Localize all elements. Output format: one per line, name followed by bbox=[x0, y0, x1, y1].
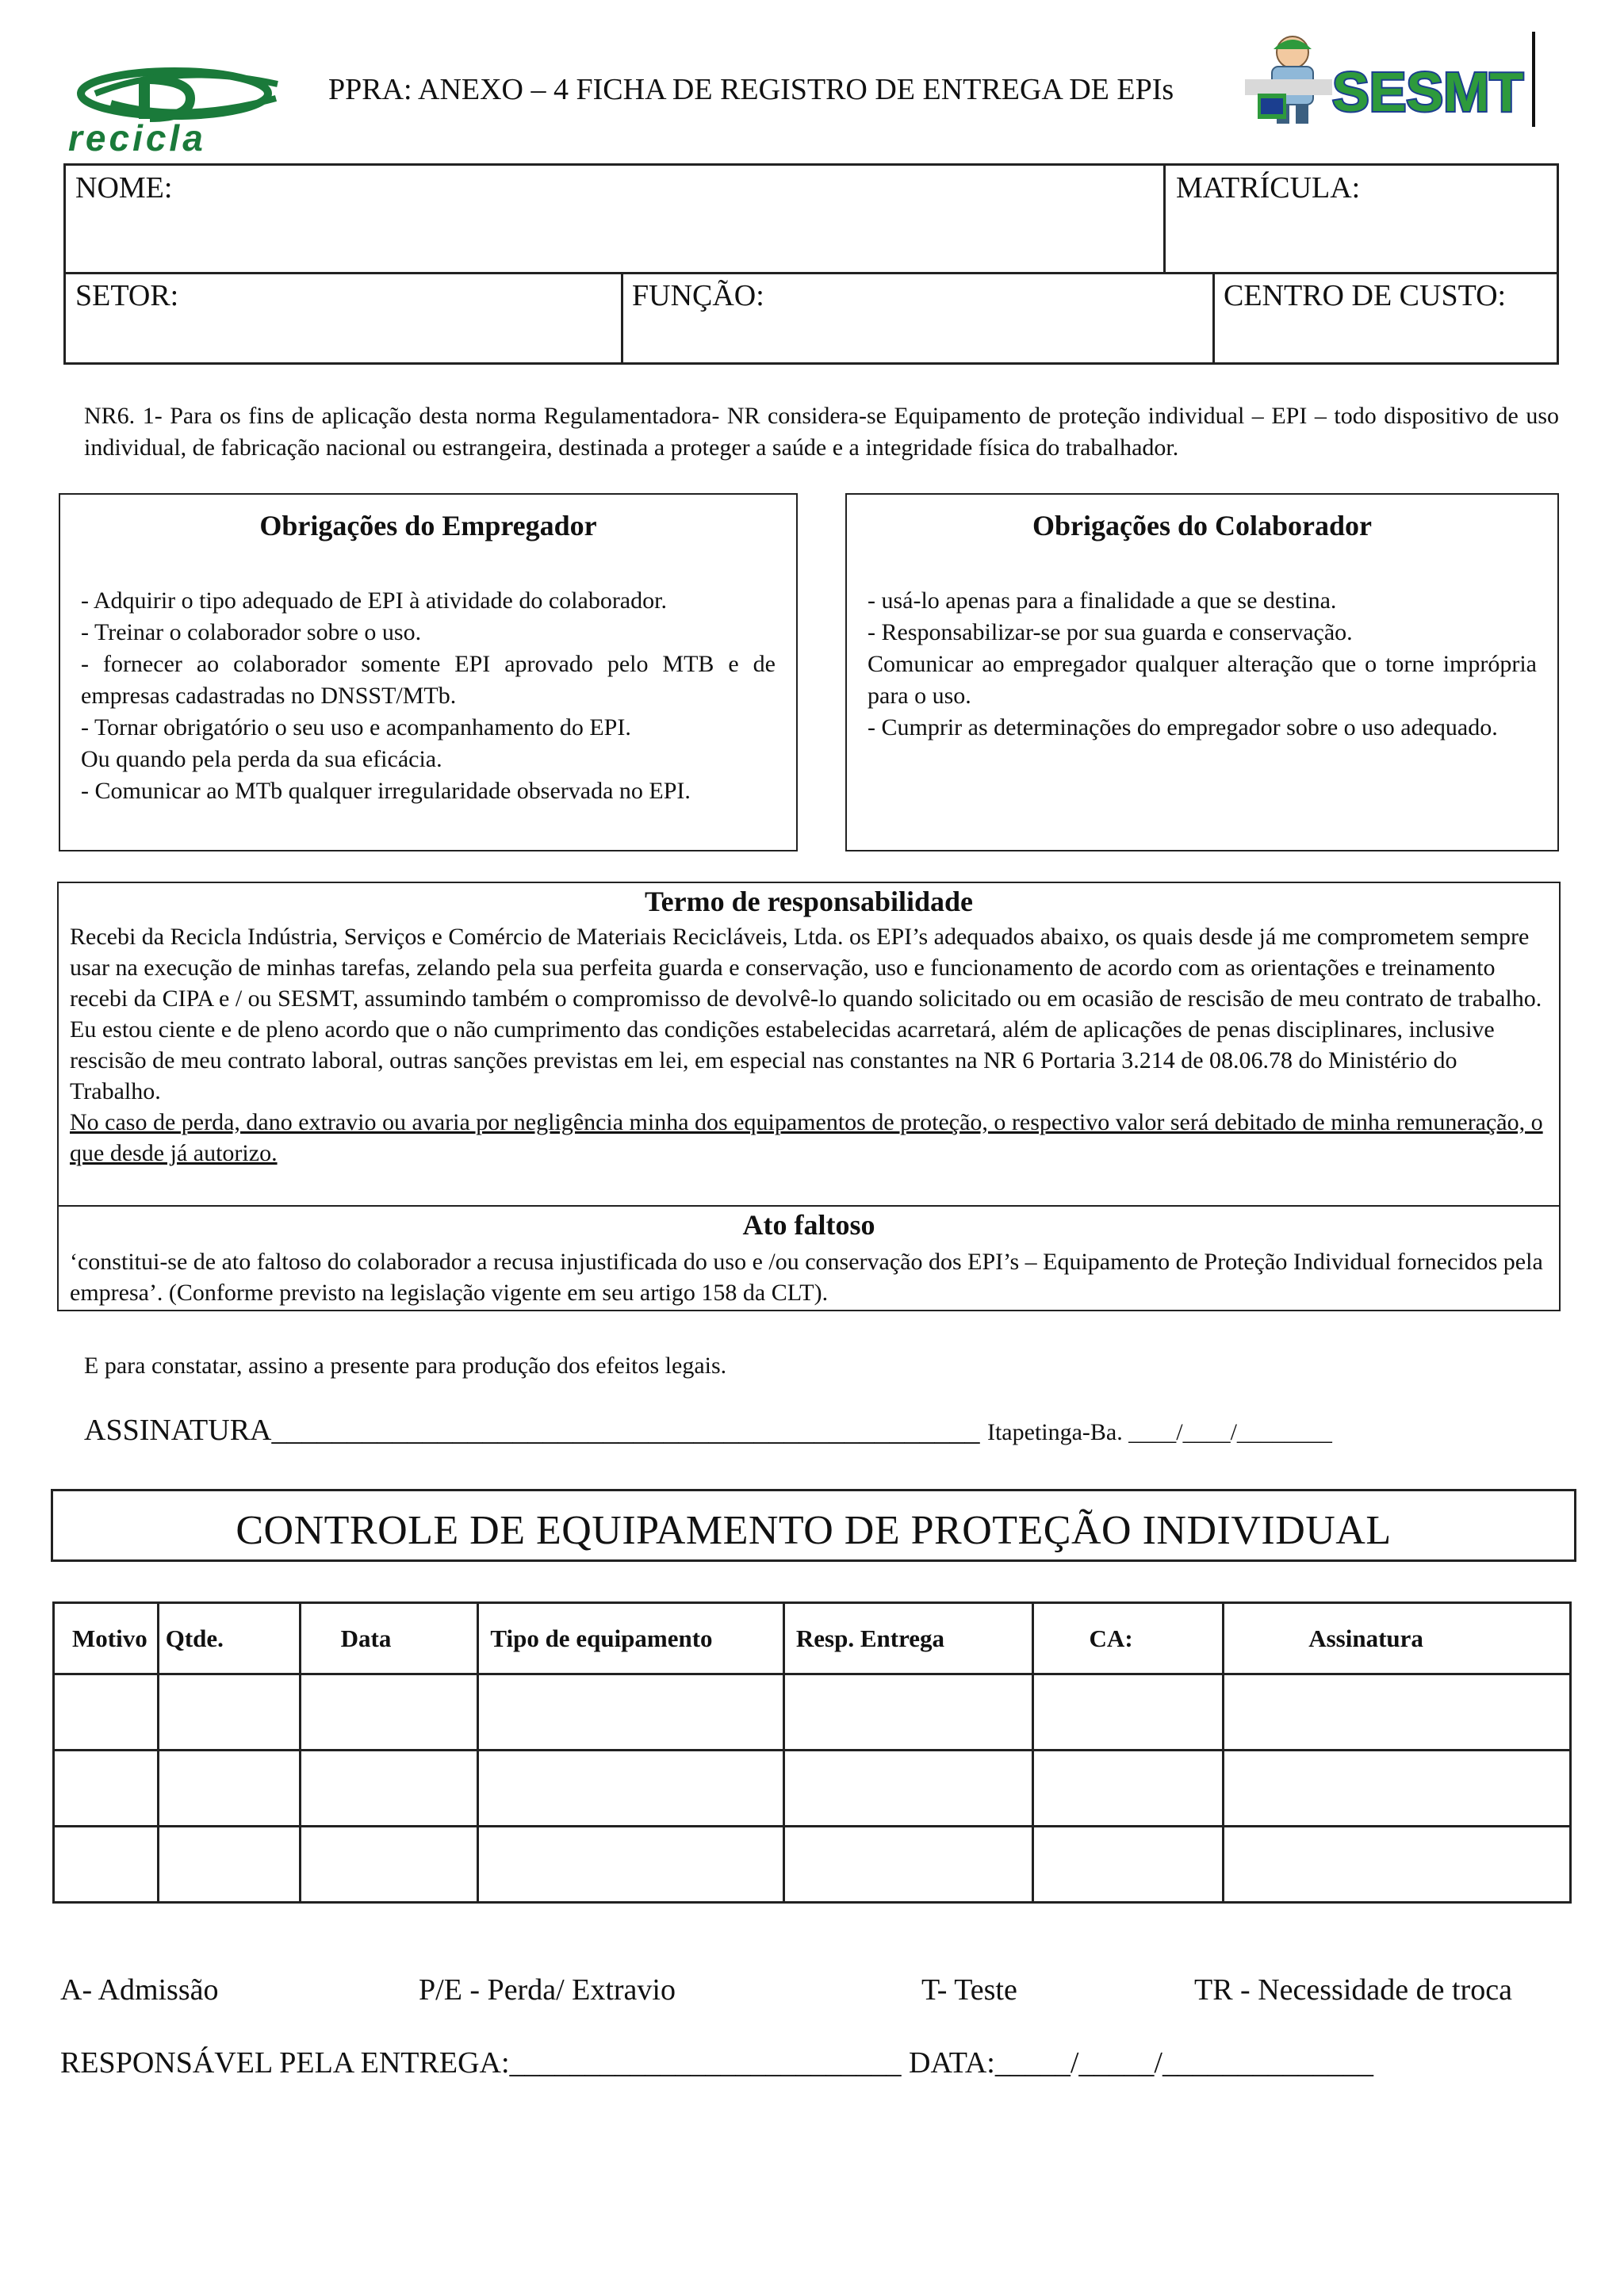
employee-obligations-title: Obrigações do Colaborador bbox=[1032, 510, 1372, 541]
table-row bbox=[54, 1674, 1571, 1751]
column-header-tipo: Tipo de equipamento bbox=[478, 1603, 784, 1674]
table-cell[interactable] bbox=[478, 1674, 784, 1751]
table-cell[interactable] bbox=[478, 1827, 784, 1903]
list-item: - usá-lo apenas para a finalidade a que se destina. bbox=[868, 587, 1337, 614]
table-cell[interactable] bbox=[783, 1751, 1032, 1827]
centro-custo-field[interactable]: CENTRO DE CUSTO: bbox=[1224, 279, 1507, 312]
legend-admissao: A- Admissão bbox=[60, 1973, 219, 2007]
table-cell[interactable] bbox=[54, 1827, 159, 1903]
table-cell[interactable] bbox=[158, 1827, 300, 1903]
column-header-motivo: Motivo bbox=[54, 1603, 159, 1674]
column-header-qtde: Qtde. bbox=[158, 1603, 300, 1674]
sesmt-logo bbox=[1237, 32, 1538, 127]
delivery-date-field[interactable]: DATA:_____/_____/______________ bbox=[909, 2046, 1373, 2080]
termo-paragraph: Eu estou ciente e de pleno acordo que o não cumprimento das condições estabelecidas acarretará, além de aplicações de penas disciplinares, inclusive rescisão de meu contrato laboral, outras sanções previstas em lei, em especial nas constantes na NR 6 Portaria 3.214 de 08.06.78 do Ministério do Trabalho. bbox=[70, 1016, 1495, 1104]
nr6-definition: NR6. 1- Para os fins de aplicação desta norma Regulamentadora- NR considera-se Equipamento de proteção individual – EPI – todo dispositivo de uso individual, de fabricação nacional ou estrangeira, destinada a proteger a saúde e a integridade física do trabalhador. bbox=[84, 403, 1559, 461]
list-item: Ou quando pela perda da sua eficácia. bbox=[81, 746, 442, 772]
divider bbox=[59, 1205, 1559, 1207]
table-cell[interactable] bbox=[300, 1674, 478, 1751]
epi-control-table bbox=[52, 1601, 1572, 1904]
table-cell[interactable] bbox=[54, 1751, 159, 1827]
identification-table bbox=[63, 163, 1559, 365]
ato-faltoso-title: Ato faltoso bbox=[742, 1209, 875, 1241]
list-item: - Responsabilizar-se por sua guarda e conservação. bbox=[868, 619, 1353, 645]
table-cell[interactable] bbox=[1032, 1827, 1224, 1903]
list-item: - Comunicar ao MTb qualquer irregularidade observada no EPI. bbox=[81, 778, 691, 804]
table-cell[interactable] bbox=[478, 1751, 784, 1827]
employer-obligations-title: Obrigações do Empregador bbox=[259, 510, 597, 541]
svg-text:SESMT: SESMT bbox=[1332, 61, 1524, 123]
divider bbox=[1163, 166, 1166, 274]
employer-obligations-box bbox=[59, 493, 798, 851]
setor-field[interactable]: SETOR: bbox=[75, 279, 179, 312]
employee-obligations-list bbox=[868, 585, 1537, 744]
legend-troca: TR - Necessidade de troca bbox=[1194, 1973, 1512, 2007]
control-title: CONTROLE DE EQUIPAMENTO DE PROTEÇÃO INDIVIDUAL bbox=[236, 1508, 1392, 1553]
city-date-field[interactable]: Itapetinga-Ba. ____/____/________ bbox=[986, 1419, 1332, 1445]
constatar-text: E para constatar, assino a presente para produção dos efeitos legais. bbox=[84, 1353, 727, 1379]
funcao-field[interactable]: FUNÇÃO: bbox=[632, 279, 764, 312]
list-item: - Cumprir as determinações do empregador sobre o uso adequado. bbox=[868, 714, 1498, 740]
table-cell[interactable] bbox=[158, 1751, 300, 1827]
table-row bbox=[54, 1827, 1571, 1903]
table-cell[interactable] bbox=[158, 1674, 300, 1751]
matricula-field[interactable]: MATRÍCULA: bbox=[1176, 171, 1361, 205]
column-header-assinatura: Assinatura bbox=[1224, 1603, 1571, 1674]
responsibility-box bbox=[57, 882, 1561, 1311]
list-item: - Tornar obrigatório o seu uso e acompanhamento do EPI. bbox=[81, 714, 631, 740]
list-item: - Treinar o colaborador sobre o uso. bbox=[81, 619, 422, 645]
table-cell[interactable] bbox=[300, 1751, 478, 1827]
termo-title: Termo de responsabilidade bbox=[644, 886, 974, 917]
column-header-data: Data bbox=[300, 1603, 478, 1674]
list-item: Comunicar ao empregador qualquer alteração que o torne imprópria para o uso. bbox=[868, 651, 1537, 709]
signature-line bbox=[84, 1413, 1332, 1448]
employer-obligations-list bbox=[81, 585, 776, 807]
column-header-ca: CA: bbox=[1032, 1603, 1224, 1674]
table-cell[interactable] bbox=[1224, 1827, 1571, 1903]
legend-perda-extravio: P/E - Perda/ Extravio bbox=[419, 1973, 676, 2007]
table-cell[interactable] bbox=[1224, 1751, 1571, 1827]
table-cell[interactable] bbox=[783, 1674, 1032, 1751]
table-cell[interactable] bbox=[300, 1827, 478, 1903]
svg-text:recicla: recicla bbox=[68, 117, 206, 157]
delivery-responsible-line bbox=[60, 2045, 1373, 2080]
table-cell[interactable] bbox=[1032, 1674, 1224, 1751]
table-cell[interactable] bbox=[1224, 1674, 1571, 1751]
list-item: - fornecer ao colaborador somente EPI aprovado pelo MTB e de empresas cadastradas no DNSST/MTb. bbox=[81, 651, 776, 709]
divider bbox=[1212, 272, 1215, 362]
termo-text bbox=[70, 921, 1543, 1169]
divider bbox=[66, 272, 1557, 274]
recicla-logo bbox=[63, 62, 301, 157]
ato-faltoso-text: ‘constitui-se de ato faltoso do colaborador a recusa injustificada do uso e /ou conservação dos EPI’s – Equipamento de Proteção Individual fornecidos pela empresa’. (Conforme previsto na legislação vigente em seu artigo 158 da CLT). bbox=[70, 1249, 1543, 1306]
delivery-responsible-field[interactable]: RESPONSÁVEL PELA ENTREGA:__________________________ bbox=[60, 2046, 902, 2080]
document-title: PPRA: ANEXO – 4 FICHA DE REGISTRO DE ENTREGA DE EPIs bbox=[328, 73, 1174, 106]
divider bbox=[621, 272, 623, 362]
list-item: - Adquirir o tipo adequado de EPI à atividade do colaborador. bbox=[81, 587, 667, 614]
recicla-logo-graphic bbox=[63, 62, 301, 157]
legend-teste: T- Teste bbox=[921, 1973, 1017, 2007]
signature-field[interactable]: ASSINATURA_______________________________________________ bbox=[84, 1414, 980, 1447]
table-row bbox=[54, 1751, 1571, 1827]
table-cell[interactable] bbox=[783, 1827, 1032, 1903]
termo-paragraph-underlined: No caso de perda, dano extravio ou avaria por negligência minha dos equipamentos de proteção, o respectivo valor será debitado de minha remuneração, o que desde já autorizo. bbox=[70, 1109, 1543, 1166]
employee-obligations-box bbox=[845, 493, 1559, 851]
termo-paragraph: Recebi da Recicla Indústria, Serviços e Comércio de Materiais Recicláveis, Ltda. os EPI’s adequados abaixo, os quais desde já me comprometem sempre usar na execução de minhas tarefas, zelando pela sua perfeita guarda e conservação, uso e funcionamento de acordo com as orientações e treinamento recebi da CIPA e / ou SESMT, assumindo também o compromisso de devolvê-lo quando solicitado ou em ocasião de rescisão de meu contrato de trabalho. bbox=[70, 924, 1542, 1012]
sesmt-logo-graphic bbox=[1237, 32, 1538, 127]
nome-field[interactable]: NOME: bbox=[75, 171, 173, 205]
column-header-resp-entrega: Resp. Entrega bbox=[783, 1603, 1032, 1674]
table-cell[interactable] bbox=[54, 1674, 159, 1751]
control-title-box bbox=[51, 1489, 1576, 1562]
table-header-row bbox=[54, 1603, 1571, 1674]
table-cell[interactable] bbox=[1032, 1751, 1224, 1827]
